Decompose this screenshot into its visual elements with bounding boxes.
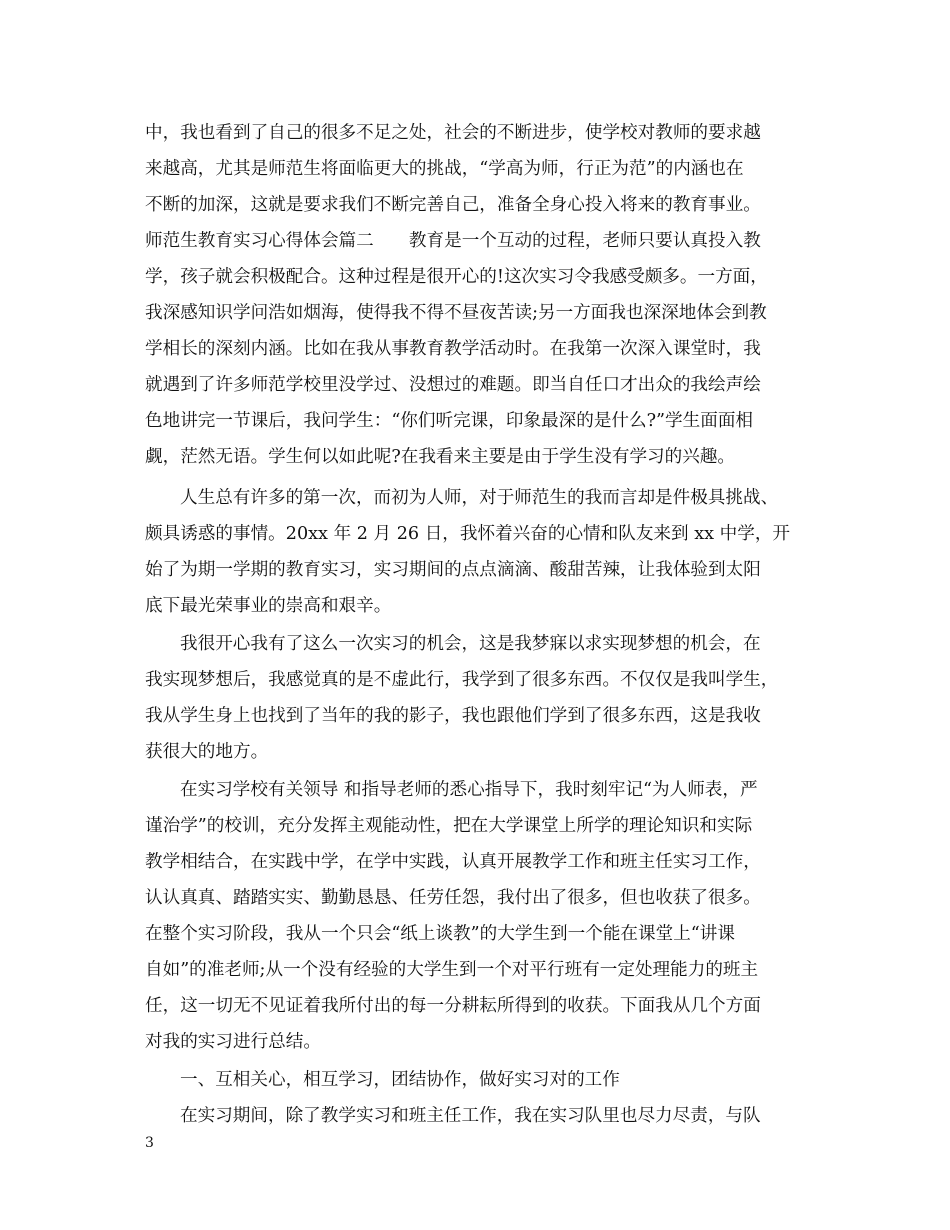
paragraph-start-line: 我很开心我有了这么一次实习的机会，这是我梦寐以求实现梦想的机会，在 xyxy=(180,634,761,654)
text-line: 觑，茫然无语。学生何以如此呢?在我看来主要是由于学生没有学习的兴趣。 xyxy=(145,447,736,467)
text-line: 任，这一切无不见证着我所付出的每一分耕耘所得到的收获。下面我从几个方面 xyxy=(145,996,761,1016)
text-line: 底下最光荣事业的崇高和艰辛。 xyxy=(145,596,392,616)
text-line: 认认真真、踏踏实实、勤勤恳恳、任劳任怨，我付出了很多，但也收获了很多。 xyxy=(145,888,761,908)
text-line: 谨治学”的校训，充分发挥主观能动性，把在大学课堂上所学的理论知识和实际 xyxy=(145,816,753,836)
page-number: 3 xyxy=(145,1135,154,1151)
text-line: 就遇到了许多师范学校里没学过、没想过的难题。即当自任口才出众的我绘声绘 xyxy=(145,375,761,395)
text-line: 学相长的深刻内涵。比如在我从事教育教学活动时。在我第一次深入课堂时，我 xyxy=(145,339,761,359)
text-line: 学，孩子就会积极配合。这种过程是很开心的!这次实习令我感受颇多。一方面， xyxy=(145,267,768,287)
paragraph-start-line: 在实习期间，除了教学实习和班主任工作，我在实习队里也尽力尽责，与队 xyxy=(180,1106,761,1126)
paragraph-start-line: 人生总有许多的第一次，而初为人师，对于师范生的我而言却是件极具挑战、 xyxy=(180,488,779,508)
text-line: 始了为期一学期的教育实习，实习期间的点点滴滴、酸甜苦辣，让我体验到太阳 xyxy=(145,560,761,580)
text-line: 教学相结合，在实践中学，在学中实践，认真开展教学工作和班主任实习工作， xyxy=(145,852,761,872)
text-line: 中，我也看到了自己的很多不足之处，社会的不断进步，使学校对教师的要求越 xyxy=(145,123,761,143)
text-line: 获很大的地方。 xyxy=(145,742,269,762)
text-line: 对我的实习进行总结。 xyxy=(145,1032,321,1052)
text-line: 自如”的准老师;从一个没有经验的大学生到一个对平行班有一定处理能力的班主 xyxy=(145,960,759,980)
section-heading-line: 师范生教育实习心得体会篇二 教育是一个互动的过程，老师只要认真投入教 xyxy=(145,231,761,251)
section-heading-line: 一、互相关心，相互学习，团结协作，做好实习对的工作 xyxy=(180,1070,620,1090)
text-line: 来越高，尤其是师范生将面临更大的挑战，“学高为师，行正为范”的内涵也在 xyxy=(145,159,744,179)
paragraph-start-line: 在实习学校有关领导 和指导老师的悉心指导下，我时刻牢记“为人师表，严 xyxy=(180,780,758,800)
text-line: 色地讲完一节课后，我问学生：“你们听完课，印象最深的是什么?”学生面面相 xyxy=(145,411,754,431)
text-line: 我实现梦想后，我感觉真的是不虚此行，我学到了很多东西。不仅仅是我叫学生， xyxy=(145,670,779,690)
text-line: 我从学生身上也找到了当年的我的影子，我也跟他们学到了很多东西，这是我收 xyxy=(145,706,761,726)
text-line: 我深感知识学问浩如烟海，使得我不得不昼夜苦读;另一方面我也深深地体会到教 xyxy=(145,303,767,323)
text-line: 不断的加深，这就是要求我们不断完善自己，准备全身心投入将来的教育事业。 xyxy=(145,195,761,215)
text-line: 在整个实习阶段，我从一个只会“纸上谈教”的大学生到一个能在课堂上“讲课 xyxy=(145,924,735,944)
text-line: 颇具诱惑的事情。20xx 年 2 月 26 日，我怀着兴奋的心情和队友来到 xx 中学，开 xyxy=(145,524,791,544)
